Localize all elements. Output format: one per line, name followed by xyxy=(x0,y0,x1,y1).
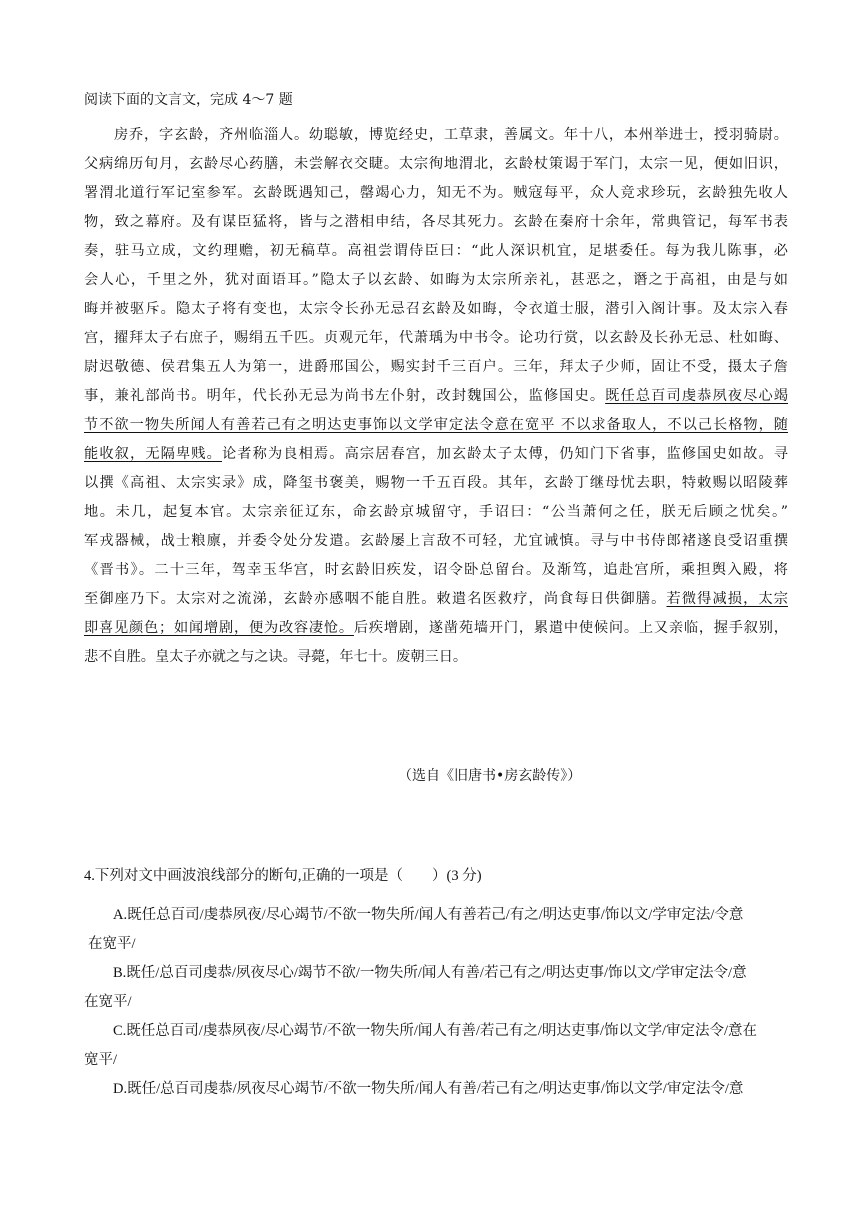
option-text: C.既任总百司/虔恭夙夜/尽心竭节/不欲一物失所/闻人有善/若己有之/明达吏事/饰以文学/审定法令/意在 xyxy=(113,1023,758,1039)
option-text: D.既任/总百司虔恭/夙夜尽心竭节/不欲一物失所/闻人有善/若己有之/明达吏事/饰以文学/审定法令/意 xyxy=(113,1081,744,1097)
passage-line xyxy=(84,237,788,266)
passage-text: 军戎器械，战士粮廪，并委令处分发遣。玄龄屡上言敌不可轻，尤宜诫慎。寻与中书侍郎褚遂良受诏重撰 xyxy=(84,533,788,549)
passage-line xyxy=(84,643,788,672)
passage-line xyxy=(84,440,788,469)
passage-text: 物，致之幕府。及有谋臣猛将，皆与之潜相申结，各尽其死力。玄龄在秦府十余年，常典管记，每军书表 xyxy=(84,214,788,230)
option-c[interactable] xyxy=(84,1017,794,1075)
question-options xyxy=(84,901,794,1104)
passage-line xyxy=(84,150,788,179)
passage-text: 论者称为良相焉。高宗居春宫，加玄龄太子太傅，仍知门下省事，监修国史如故。寻 xyxy=(221,446,788,462)
passage-text: 事，兼礼部尚书。明年，代长孙无忌为尚书左仆射，改封魏国公，监修国史。 xyxy=(84,388,606,404)
option-text-continued: 宽平/ xyxy=(84,1052,118,1068)
passage-line xyxy=(84,585,788,614)
underlined-segment: 能收叙，无隔卑贱。 xyxy=(84,446,222,462)
passage-text: 晦并被驱斥。隐太子将有变也，太宗令长孙无忌召玄龄及如晦，令衣道士服，潜引入阁计事。及太宗入春 xyxy=(84,301,788,317)
question-4 xyxy=(84,865,794,1104)
underlined-segment: 既任总百司虔恭夙夜尽心竭 xyxy=(605,388,788,404)
passage-text: 后疾增剧，遂凿苑墙开门，累遣中使候问。上又亲临，握手叙别， xyxy=(353,620,788,636)
reading-instruction: 阅读下面的文言文，完成 4～7 题 xyxy=(84,92,293,108)
passage-text: 房乔，字玄龄，齐州临淄人。幼聪敏，博览经史，工草隶，善属文。年十八，本州举进士，授羽骑尉。 xyxy=(84,127,788,143)
passage-line xyxy=(84,411,788,440)
passage-line xyxy=(84,208,788,237)
passage-text: 以撰《高祖、太宗实录》成，降玺书褒美，赐物一千五百段。其年，玄龄丁继母忧去职，特敕赐以昭陵葬 xyxy=(84,475,788,491)
underlined-segment: 节不欲一物失所闻人有善若己有之明达吏事饰以文学审定法令意在宽平 不以求备取人，不以己长格物，随 xyxy=(84,417,788,433)
option-text: A.既任总百司/虔恭夙夜/尽心竭节/不欲一物失所/闻人有善若己/有之/明达吏事/饰以文/学审定法/令意 xyxy=(113,907,744,923)
passage-text: 父病绵历旬月，玄龄尽心药膳，未尝解衣交睫。太宗徇地渭北，玄龄杖策谒于军门，太宗一见，便如旧识， xyxy=(84,156,788,172)
passage-line xyxy=(84,295,788,324)
passage-line xyxy=(84,179,788,208)
passage-line xyxy=(84,324,788,353)
passage-text: 署渭北道行军记室参军。玄龄既遇知己，罄竭心力，知无不为。贼寇每平，众人竞求珍玩，玄龄独先收人 xyxy=(84,185,788,201)
passage-line xyxy=(84,614,788,643)
classical-passage xyxy=(84,121,788,672)
underlined-segment: 即喜见颜色；如闻增剧，便为改容凄怆。 xyxy=(84,620,354,636)
option-b[interactable] xyxy=(84,959,794,1017)
passage-source: （选自《旧唐书•房玄龄传》） xyxy=(398,768,582,784)
passage-text: 悲不自胜。皇太子亦就之与之诀。寻薨，年七十。废朝三日。 xyxy=(84,649,468,665)
passage-line xyxy=(84,266,788,295)
passage-line xyxy=(84,527,788,556)
passage-text: 地。未几，起复本官。太宗亲征辽东，命玄龄京城留守，手诏曰：“公当萧何之任，朕无后顾之忧矣。” xyxy=(84,504,788,520)
passage-line xyxy=(84,498,788,527)
option-d[interactable] xyxy=(84,1075,794,1104)
option-text-continued: 在宽平/ xyxy=(84,994,132,1010)
passage-text: 宫，擢拜太子右庶子，赐绢五千匹。贞观元年，代萧瑀为中书令。论功行赏，以玄龄及长孙无忌、杜如晦、 xyxy=(84,330,788,346)
passage-text: 尉迟敬德、侯君集五人为第一，进爵邢国公，赐实封千三百户。三年，拜太子少师，固让不受，摄太子詹 xyxy=(84,359,788,375)
passage-text: 至御座乃下。太宗对之流涕，玄龄亦感咽不能自胜。敕遣名医救疗，尚食每日供御膳。 xyxy=(84,591,667,607)
passage-line xyxy=(84,556,788,585)
passage-text: 《晋书》。二十三年，驾幸玉华宫，时玄龄旧疾发，诏令卧总留台。及渐笃，追赴宫所，乘担舆入殿，将 xyxy=(84,562,788,578)
passage-line xyxy=(84,353,788,382)
underlined-segment: 若微得减损，太宗 xyxy=(666,591,788,607)
option-text-continued: 在宽平/ xyxy=(88,936,136,952)
option-a[interactable] xyxy=(84,901,794,959)
option-text: B.既任/总百司虔恭/夙夜尽心/竭节不欲/一物失所/闻人有善/若己有之/明达吏事/饰以文/学审定法令/意 xyxy=(113,965,747,981)
question-stem: 4.下列对文中画波浪线部分的断句,正确的一项是（ ）(3 分) xyxy=(84,868,482,884)
passage-line xyxy=(84,382,788,411)
passage-line xyxy=(84,121,788,150)
passage-line xyxy=(84,469,788,498)
passage-text: 奏，驻马立成，文约理赡，初无稿草。高祖尝谓侍臣曰：“此人深识机宜，足堪委任。每为我儿陈事，必 xyxy=(84,243,788,259)
passage-text: 会人心，千里之外，犹对面语耳。”隐太子以玄龄、如晦为太宗所亲礼，甚恶之，谮之于高祖，由是与如 xyxy=(84,272,788,288)
